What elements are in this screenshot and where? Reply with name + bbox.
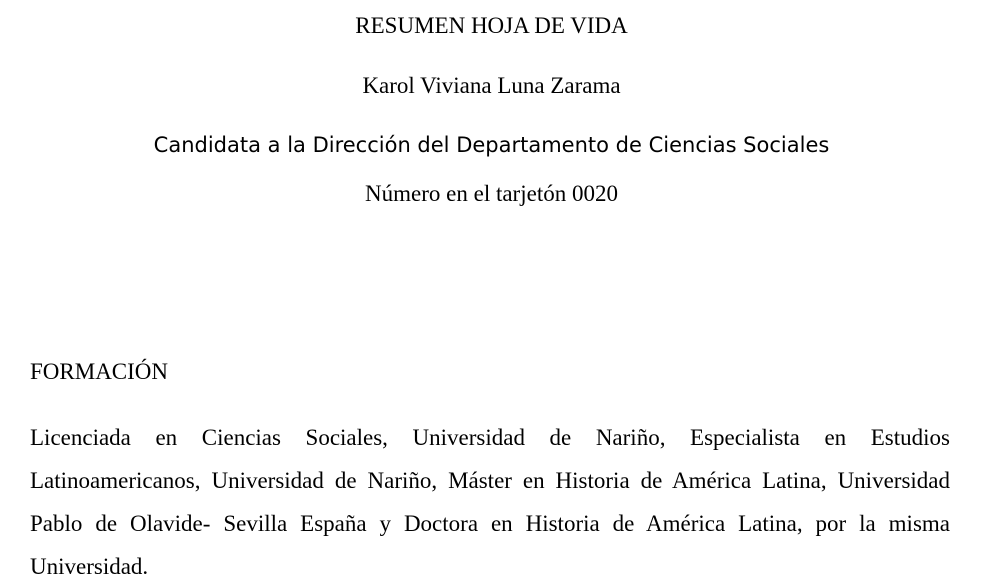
formation-section-body: Licenciada en Ciencias Sociales, Universidad de Nariño, Especialista en Estudios Latinoamericanos, Universidad de Nariño, Máster en Historia de América Latina, Universidad Pablo de Olavide- Sevilla España y Doctora en Historia de América Latina, por la misma Universidad.: [30, 425, 950, 579]
candidate-name: Karol Viviana Luna Zarama: [362, 73, 621, 98]
formation-section-heading: FORMACIÓN: [30, 359, 169, 384]
document-title: RESUMEN HOJA DE VIDA: [355, 13, 628, 38]
ballot-number-line: Número en el tarjetón 0020: [365, 181, 618, 206]
candidacy-line: Candidata a la Dirección del Departamento de Ciencias Sociales: [153, 133, 830, 157]
